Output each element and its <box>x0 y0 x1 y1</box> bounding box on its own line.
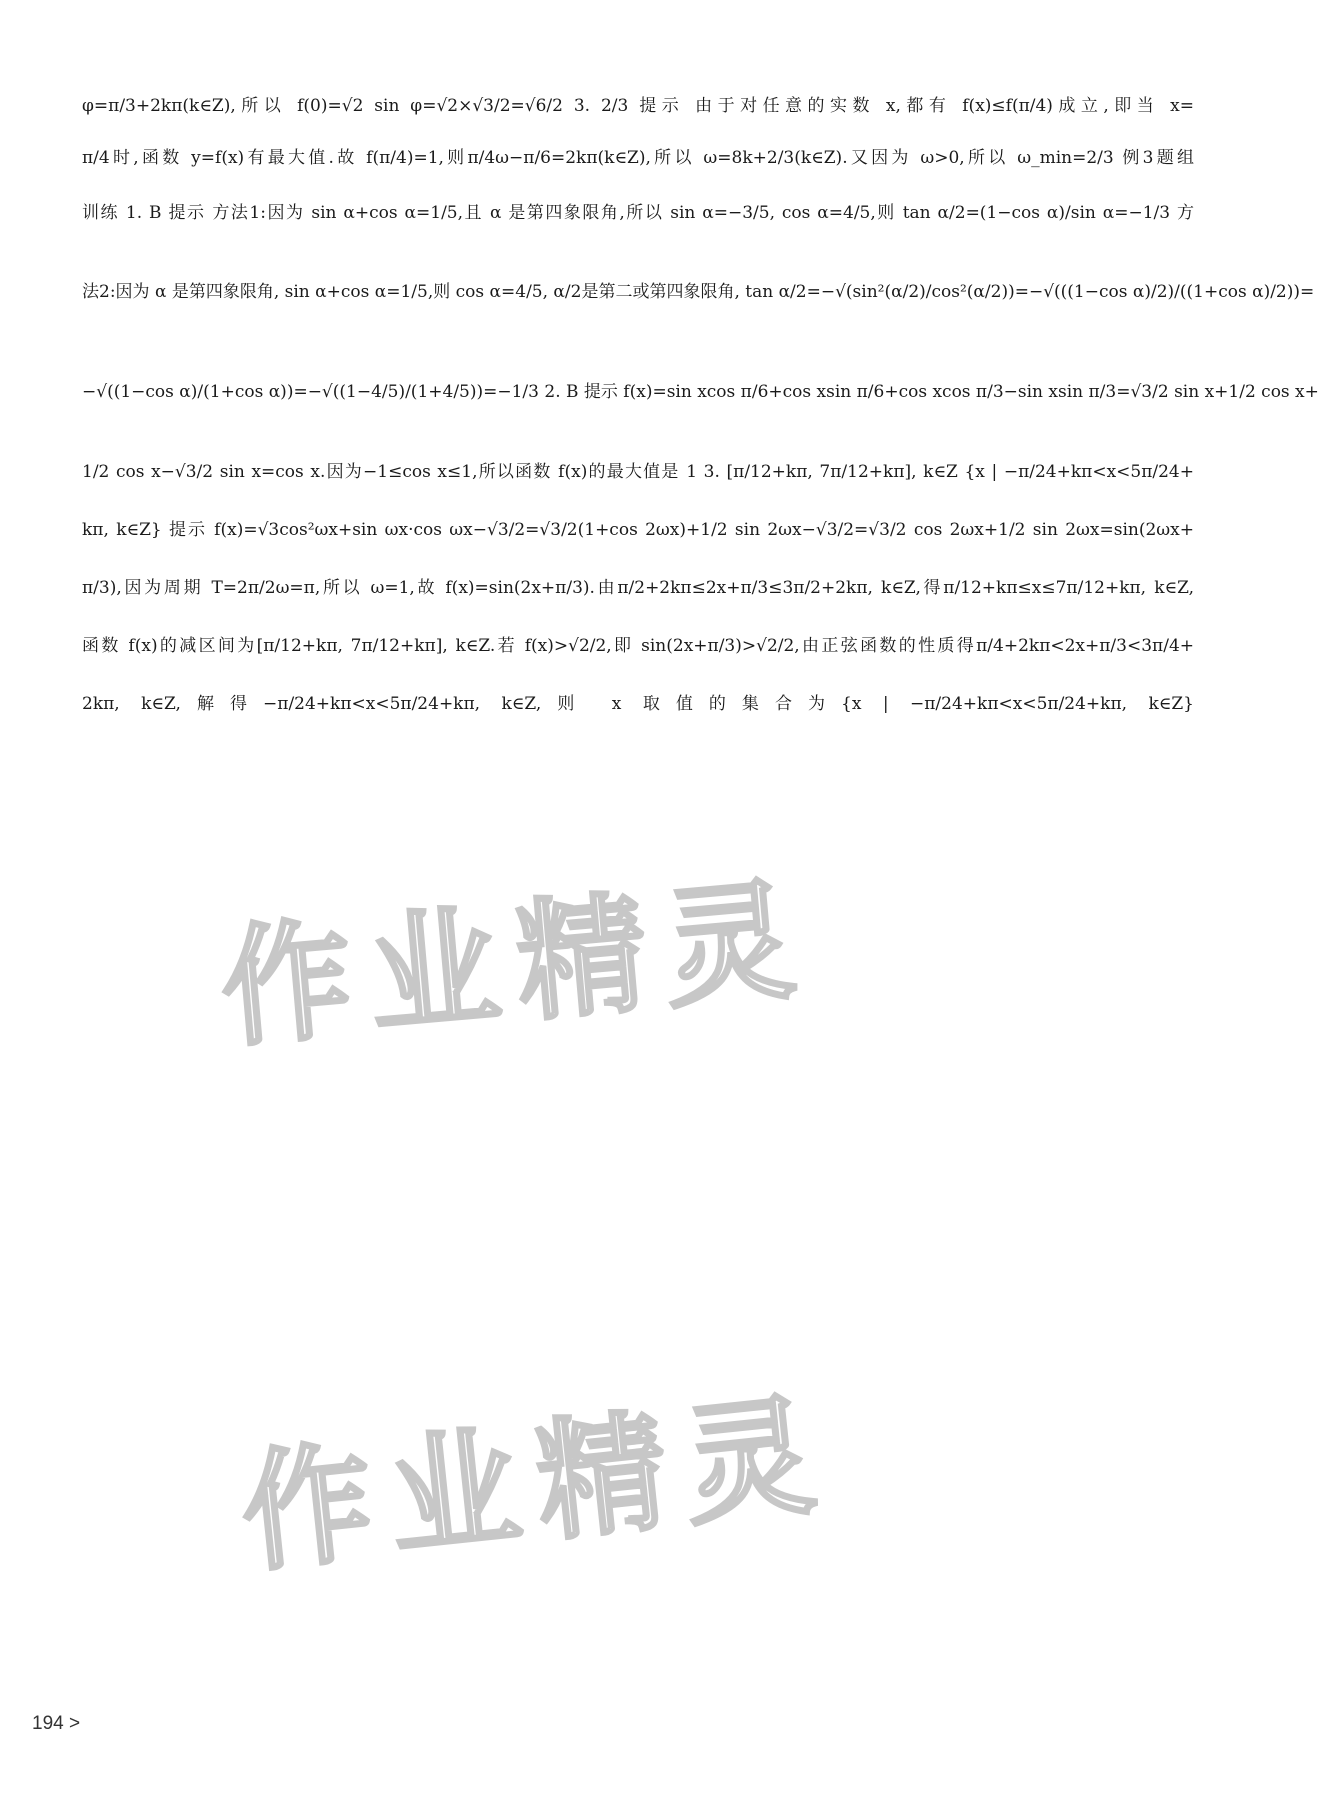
answer-line-7: kπ, k∈Z} 提示 f(x)=√3cos²ωx+sin ωx·cos ωx−√3/2=√3/2(1+cos 2ωx)+1/2 sin 2ωx−√3/2=√3/2 cos 2ωx+1/2 sin 2ωx=sin(2ωx+ <box>82 520 1194 540</box>
watermark-logo-bottom: 作业精灵 <box>234 1377 840 1591</box>
answer-line-3: 训练 1. B 提示 方法1:因为 sin α+cos α=1/5,且 α 是第四象限角,所以 sin α=−3/5, cos α=4/5,则 tan α/2=(1−cos α)/sin α=−1/3 方 <box>82 203 1194 223</box>
answer-line-6: 1/2 cos x−√3/2 sin x=cos x.因为−1≤cos x≤1,所以函数 f(x)的最大值是 1 3. [π/12+kπ, 7π/12+kπ], k∈Z {x | −π/24+kπ<x<5π/24+ <box>82 462 1194 482</box>
answer-line-1: φ=π/3+2kπ(k∈Z),所以 f(0)=√2 sin φ=√2×√3/2=√6/2 3. 2/3 提示 由于对任意的实数 x,都有 f(x)≤f(π/4)成立,即当 x= <box>82 96 1194 116</box>
answer-line-2: π/4时,函数 y=f(x)有最大值.故 f(π/4)=1,则π/4ω−π/6=2kπ(k∈Z),所以 ω=8k+2/3(k∈Z).又因为 ω>0,所以 ω_min=2/3 例3题组 <box>82 148 1194 168</box>
page-number: 194 > <box>32 1713 81 1734</box>
watermark-logo-top: 作业精灵 <box>215 862 819 1066</box>
answer-line-4: 法2:因为 α 是第四象限角, sin α+cos α=1/5,则 cos α=4/5, α/2是第二或第四象限角, tan α/2=−√(sin²(α/2)/cos²(α/2))=−√(((1−cos α)/2)/((1+cos α)/2))= <box>82 282 1315 302</box>
answer-line-8: π/3),因为周期 T=2π/2ω=π,所以 ω=1,故 f(x)=sin(2x+π/3).由π/2+2kπ≤2x+π/3≤3π/2+2kπ, k∈Z,得π/12+kπ≤x≤7π/12+kπ, k∈Z, <box>82 578 1194 598</box>
answer-line-9: 函数 f(x)的减区间为[π/12+kπ, 7π/12+kπ], k∈Z.若 f(x)>√2/2,即 sin(2x+π/3)>√2/2,由正弦函数的性质得π/4+2kπ<2x+π/3<3π/4+ <box>82 636 1194 656</box>
answer-line-5: −√((1−cos α)/(1+cos α))=−√((1−4/5)/(1+4/5))=−1/3 2. B 提示 f(x)=sin xcos π/6+cos xsin π/6+cos xcos π/3−sin xsin π/3=√3/2 sin x+1/2 cos x+ <box>82 382 1319 402</box>
answer-line-10: 2kπ, k∈Z,解得−π/24+kπ<x<5π/24+kπ, k∈Z,则 x 取值的集合为{x | −π/24+kπ<x<5π/24+kπ, k∈Z} <box>82 694 1194 714</box>
